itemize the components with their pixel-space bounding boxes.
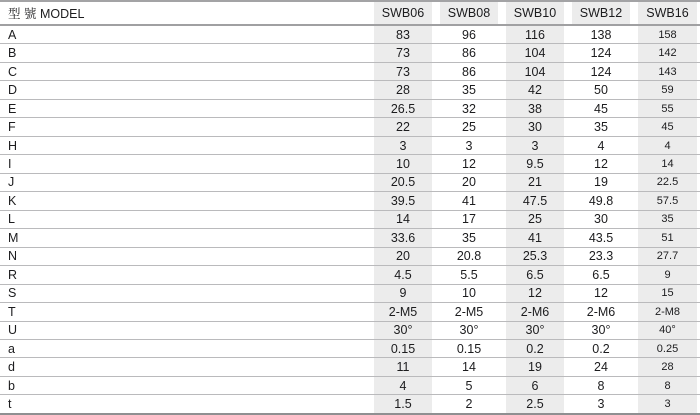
cell-value: 28 bbox=[634, 358, 700, 375]
cell-value: 96 bbox=[436, 26, 502, 43]
column-header: SWB10 bbox=[502, 2, 568, 24]
cell-value: 59 bbox=[634, 81, 700, 98]
table-row bbox=[0, 63, 700, 81]
row-label: T bbox=[8, 304, 16, 319]
cell-value: 45 bbox=[634, 118, 700, 135]
row-label: B bbox=[8, 46, 17, 61]
row-label: C bbox=[8, 64, 18, 79]
cell-value: 2-M5 bbox=[370, 303, 436, 320]
row-label: b bbox=[8, 378, 15, 393]
cell-value: 3 bbox=[370, 137, 436, 154]
cell-value: 0.15 bbox=[436, 340, 502, 357]
cell-value: 14 bbox=[634, 155, 700, 172]
table-header-row bbox=[0, 2, 700, 26]
cell-value: 104 bbox=[502, 44, 568, 61]
cell-value: 5.5 bbox=[436, 266, 502, 283]
cell-value: 19 bbox=[502, 358, 568, 375]
cell-value: 49.8 bbox=[568, 192, 634, 209]
table-row bbox=[0, 340, 700, 358]
cell-value: 0.25 bbox=[634, 340, 700, 357]
column-header: SWB06 bbox=[370, 2, 436, 24]
cell-value: 2-M6 bbox=[568, 303, 634, 320]
cell-value: 10 bbox=[370, 155, 436, 172]
cell-value: 15 bbox=[634, 285, 700, 302]
cell-value: 35 bbox=[436, 81, 502, 98]
cell-value: 2.5 bbox=[502, 395, 568, 412]
cell-value: 116 bbox=[502, 26, 568, 43]
cell-value: 8 bbox=[634, 377, 700, 394]
cell-value: 2-M5 bbox=[436, 303, 502, 320]
row-label: J bbox=[8, 175, 15, 190]
cell-value: 35 bbox=[568, 118, 634, 135]
cell-value: 83 bbox=[370, 26, 436, 43]
cell-value: 124 bbox=[568, 44, 634, 61]
cell-value: 2-M8 bbox=[634, 303, 700, 320]
cell-value: 32 bbox=[436, 100, 502, 117]
cell-value: 51 bbox=[634, 229, 700, 246]
column-header: SWB08 bbox=[436, 2, 502, 24]
cell-value: 30 bbox=[568, 211, 634, 228]
cell-value: 3 bbox=[568, 395, 634, 412]
cell-value: 11 bbox=[370, 358, 436, 375]
cell-value: 43.5 bbox=[568, 229, 634, 246]
row-label: N bbox=[8, 249, 18, 264]
cell-value: 86 bbox=[436, 44, 502, 61]
row-label: I bbox=[8, 157, 12, 172]
cell-value: 0.2 bbox=[502, 340, 568, 357]
table-row bbox=[0, 26, 700, 44]
table-row bbox=[0, 358, 700, 376]
cell-value: 25 bbox=[502, 211, 568, 228]
cell-value: 45 bbox=[568, 100, 634, 117]
row-label: a bbox=[8, 341, 15, 356]
cell-value: 20.8 bbox=[436, 248, 502, 265]
cell-value: 20 bbox=[370, 248, 436, 265]
cell-value: 41 bbox=[502, 229, 568, 246]
row-label: A bbox=[8, 27, 17, 42]
row-label: S bbox=[8, 286, 17, 301]
cell-value: 5 bbox=[436, 377, 502, 394]
cell-value: 73 bbox=[370, 44, 436, 61]
cell-value: 22.5 bbox=[634, 174, 700, 191]
row-label: H bbox=[8, 138, 18, 153]
cell-value: 12 bbox=[502, 285, 568, 302]
cell-value: 30° bbox=[436, 322, 502, 339]
cell-value: 4 bbox=[370, 377, 436, 394]
row-label: d bbox=[8, 360, 15, 375]
cell-value: 143 bbox=[634, 63, 700, 80]
table-row bbox=[0, 81, 700, 99]
cell-value: 6 bbox=[502, 377, 568, 394]
cell-value: 33.6 bbox=[370, 229, 436, 246]
table-row bbox=[0, 303, 700, 321]
cell-value: 41 bbox=[436, 192, 502, 209]
cell-value: 40° bbox=[634, 322, 700, 339]
cell-value: 3 bbox=[502, 137, 568, 154]
cell-value: 142 bbox=[634, 44, 700, 61]
cell-value: 35 bbox=[436, 229, 502, 246]
cell-value: 6.5 bbox=[568, 266, 634, 283]
row-label: E bbox=[8, 101, 17, 116]
column-header: SWB12 bbox=[568, 2, 634, 24]
cell-value: 19 bbox=[568, 174, 634, 191]
row-label: K bbox=[8, 193, 17, 208]
table-row bbox=[0, 155, 700, 173]
cell-value: 3 bbox=[634, 395, 700, 412]
table-row bbox=[0, 248, 700, 266]
cell-value: 104 bbox=[502, 63, 568, 80]
cell-value: 73 bbox=[370, 63, 436, 80]
row-label: R bbox=[8, 267, 18, 282]
cell-value: 20 bbox=[436, 174, 502, 191]
table-row bbox=[0, 211, 700, 229]
cell-value: 4 bbox=[634, 137, 700, 154]
cell-value: 23.3 bbox=[568, 248, 634, 265]
model-header-label: 型 號 MODEL bbox=[8, 7, 85, 21]
cell-value: 26.5 bbox=[370, 100, 436, 117]
cell-value: 1.5 bbox=[370, 395, 436, 412]
cell-value: 39.5 bbox=[370, 192, 436, 209]
cell-value: 47.5 bbox=[502, 192, 568, 209]
cell-value: 124 bbox=[568, 63, 634, 80]
cell-value: 138 bbox=[568, 26, 634, 43]
cell-value: 38 bbox=[502, 100, 568, 117]
cell-value: 55 bbox=[634, 100, 700, 117]
cell-value: 6.5 bbox=[502, 266, 568, 283]
table-row bbox=[0, 322, 700, 340]
cell-value: 50 bbox=[568, 81, 634, 98]
cell-value: 57.5 bbox=[634, 192, 700, 209]
cell-value: 4.5 bbox=[370, 266, 436, 283]
cell-value: 4 bbox=[568, 137, 634, 154]
cell-value: 12 bbox=[568, 155, 634, 172]
cell-value: 25 bbox=[436, 118, 502, 135]
cell-value: 30 bbox=[502, 118, 568, 135]
table-row bbox=[0, 395, 700, 412]
table-row bbox=[0, 118, 700, 136]
cell-value: 158 bbox=[634, 26, 700, 43]
row-label: L bbox=[8, 212, 15, 227]
cell-value: 2-M6 bbox=[502, 303, 568, 320]
row-label: U bbox=[8, 323, 18, 338]
table-row bbox=[0, 44, 700, 62]
cell-value: 35 bbox=[634, 211, 700, 228]
table-row bbox=[0, 100, 700, 118]
cell-value: 30° bbox=[370, 322, 436, 339]
cell-value: 14 bbox=[436, 358, 502, 375]
table-row bbox=[0, 229, 700, 247]
cell-value: 12 bbox=[436, 155, 502, 172]
cell-value: 9 bbox=[370, 285, 436, 302]
cell-value: 20.5 bbox=[370, 174, 436, 191]
table-row bbox=[0, 137, 700, 155]
cell-value: 27.7 bbox=[634, 248, 700, 265]
cell-value: 9 bbox=[634, 266, 700, 283]
cell-value: 2 bbox=[436, 395, 502, 412]
row-label: F bbox=[8, 120, 16, 135]
table-row bbox=[0, 174, 700, 192]
cell-value: 28 bbox=[370, 81, 436, 98]
cell-value: 0.2 bbox=[568, 340, 634, 357]
row-label: t bbox=[8, 397, 12, 412]
cell-value: 30° bbox=[502, 322, 568, 339]
cell-value: 42 bbox=[502, 81, 568, 98]
row-label: M bbox=[8, 230, 19, 245]
table-row bbox=[0, 266, 700, 284]
table-row bbox=[0, 192, 700, 210]
cell-value: 9.5 bbox=[502, 155, 568, 172]
cell-value: 12 bbox=[568, 285, 634, 302]
cell-value: 0.15 bbox=[370, 340, 436, 357]
column-header: SWB16 bbox=[634, 2, 700, 24]
cell-value: 14 bbox=[370, 211, 436, 228]
cell-value: 21 bbox=[502, 174, 568, 191]
cell-value: 30° bbox=[568, 322, 634, 339]
cell-value: 3 bbox=[436, 137, 502, 154]
cell-value: 25.3 bbox=[502, 248, 568, 265]
cell-value: 86 bbox=[436, 63, 502, 80]
cell-value: 22 bbox=[370, 118, 436, 135]
table-body bbox=[0, 26, 700, 413]
table-row bbox=[0, 285, 700, 303]
cell-value: 24 bbox=[568, 358, 634, 375]
cell-value: 17 bbox=[436, 211, 502, 228]
cell-value: 10 bbox=[436, 285, 502, 302]
table-row bbox=[0, 377, 700, 395]
cell-value: 8 bbox=[568, 377, 634, 394]
row-label: D bbox=[8, 83, 18, 98]
